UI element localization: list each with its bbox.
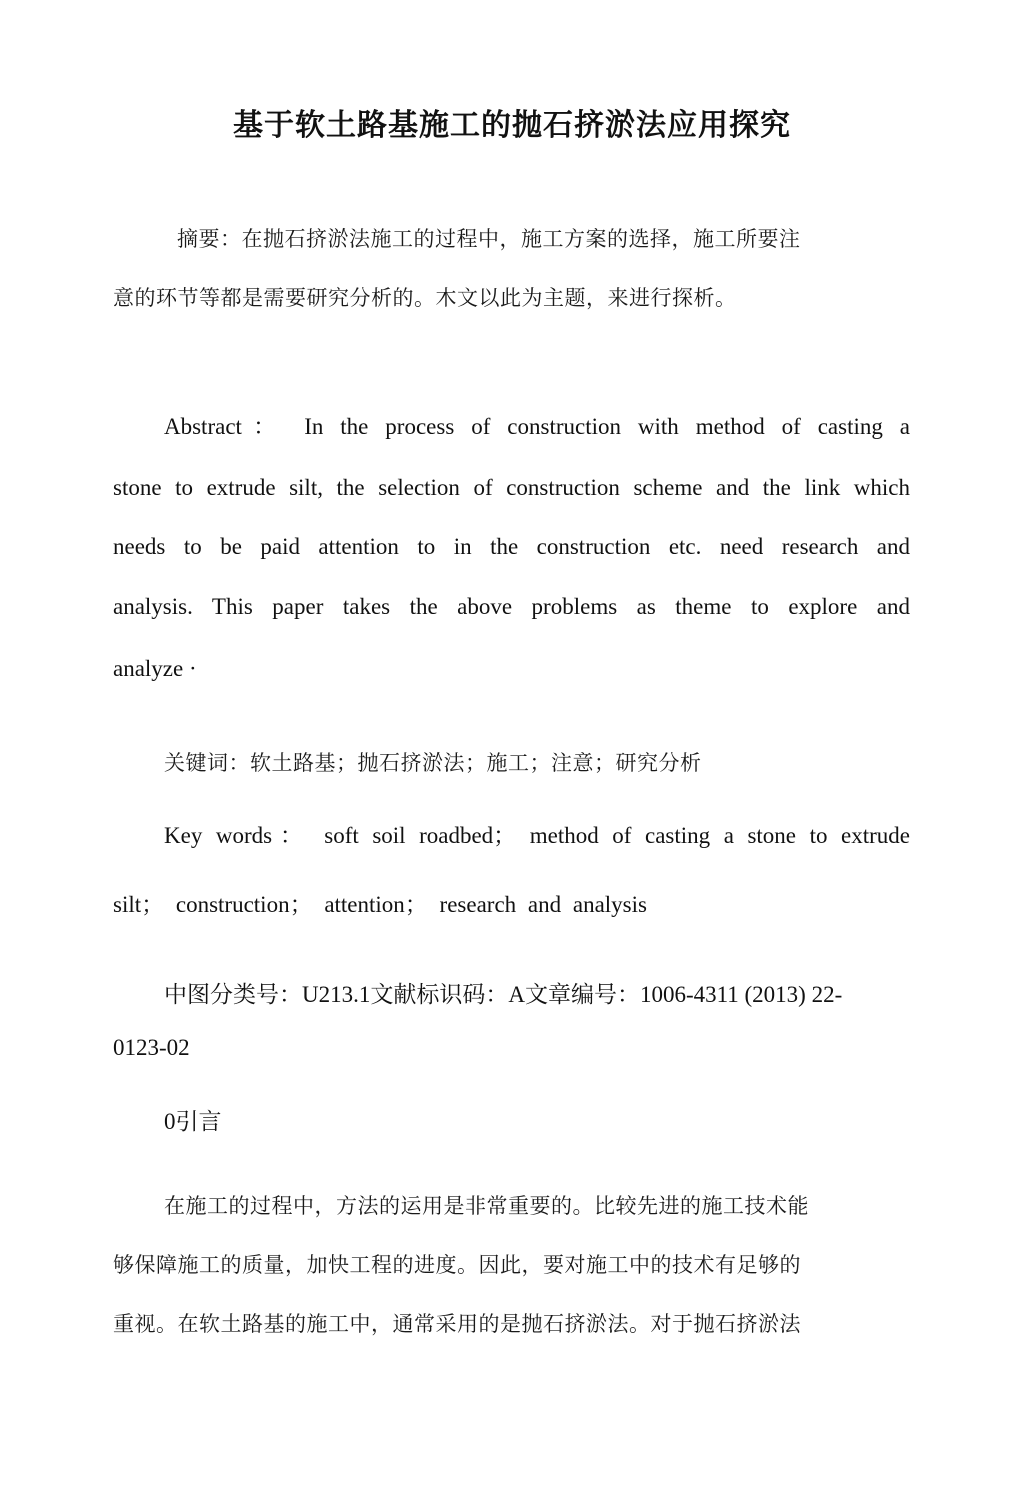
abstract-en-line-1: Abstract： In the process of construction with method of casting a — [164, 414, 910, 439]
section-heading: 0引言 — [164, 1109, 222, 1134]
paper-title: 基于软土路基施工的抛石挤淤法应用探究 — [233, 108, 791, 143]
abstract-en-line-2: stone to extrude silt, the selection of construction scheme and the link which — [113, 475, 910, 500]
keywords-en-line-2: silt； construction； attention； research and analysis — [113, 892, 647, 917]
classification-line-2: 0123-02 — [113, 1035, 190, 1060]
keywords-en-line-1: Key words： soft soil roadbed； method of casting a stone to extrude — [164, 823, 910, 848]
abstract-en-line-4: analysis. This paper takes the above problems as theme to explore and — [113, 594, 910, 619]
classification-line-1: 中图分类号：U213.1文献标识码：A文章编号：1006-4311 (2013) 22- — [164, 982, 843, 1007]
abstract-cn-line-1: 摘要：在抛石挤淤法施工的过程中，施工方案的选择，施工所要注 — [177, 227, 801, 251]
keywords-cn: 关键词：软土路基；抛石挤淤法；施工；注意；研究分析 — [164, 751, 702, 775]
abstract-en-line-5: analyze · — [113, 656, 197, 681]
intro-line-2: 够保障施工的质量，加快工程的进度。因此，要对施工中的技术有足够的 — [113, 1253, 801, 1277]
intro-line-1: 在施工的过程中，方法的运用是非常重要的。比较先进的施工技术能 — [164, 1194, 809, 1218]
intro-line-3: 重视。在软土路基的施工中，通常采用的是抛石挤淤法。对于抛石挤淤法 — [113, 1312, 801, 1336]
abstract-en-line-3: needs to be paid attention to in the construction etc. need research and — [113, 534, 910, 559]
abstract-cn-line-2: 意的环节等都是需要研究分析的。木文以此为主题，来进行探析。 — [113, 286, 737, 310]
